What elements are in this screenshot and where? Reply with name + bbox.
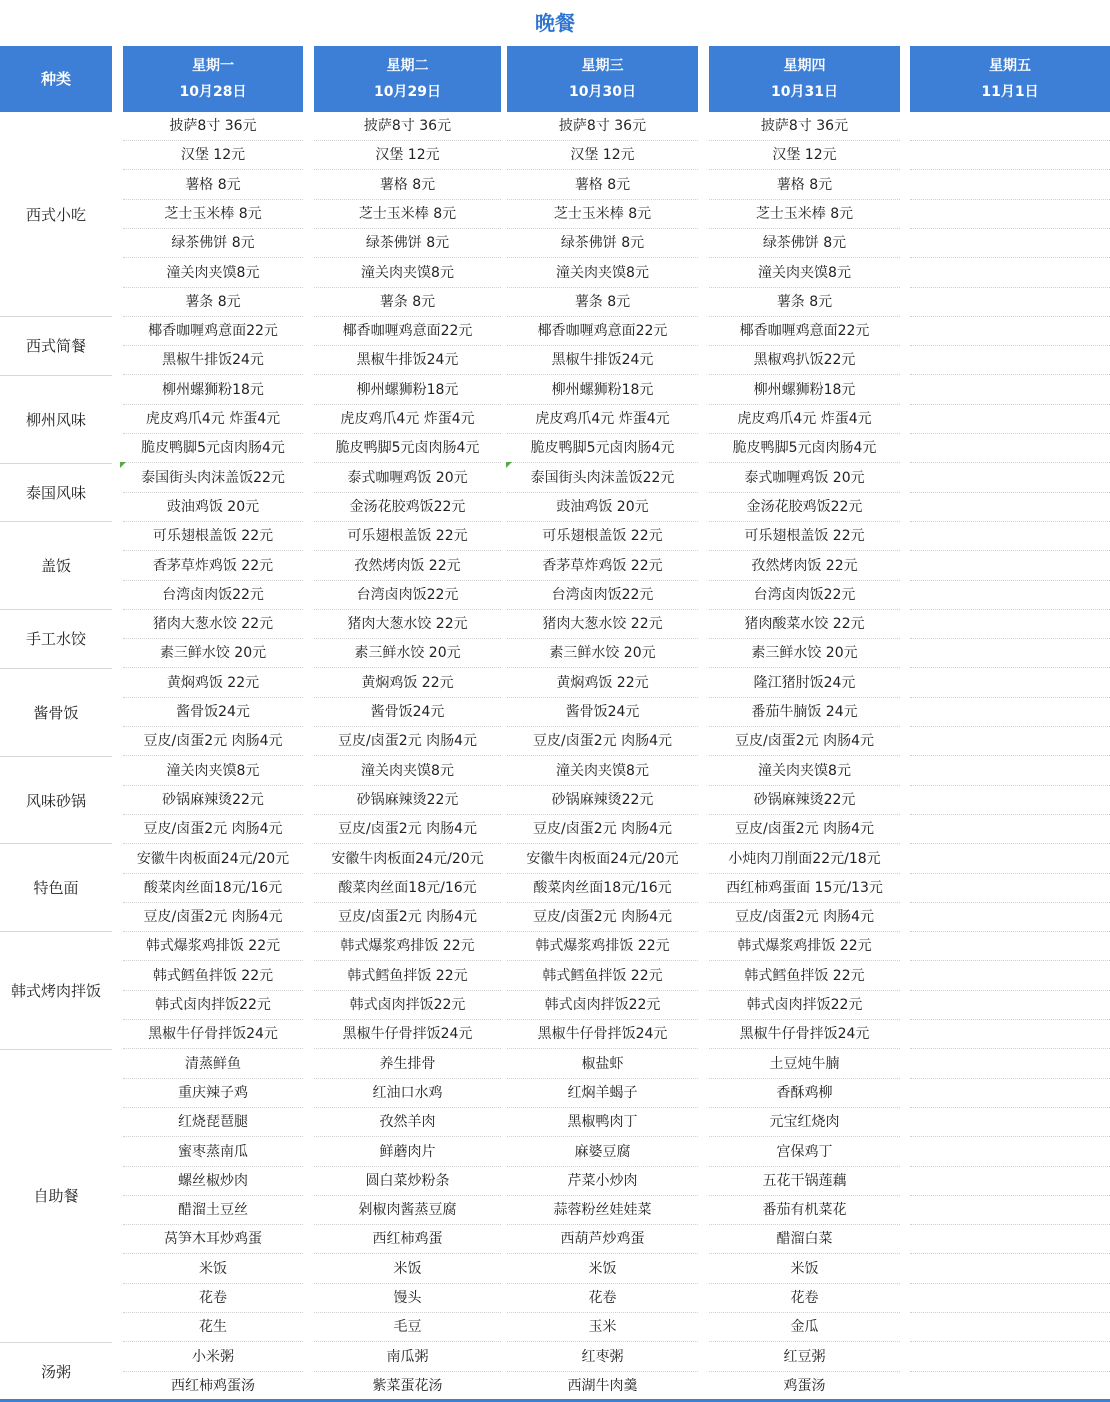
- menu-cell: 毛豆: [314, 1313, 501, 1342]
- menu-cell: 柳州螺狮粉18元: [709, 376, 900, 405]
- menu-cell: 薯格 8元: [507, 171, 698, 200]
- menu-cell: 薯格 8元: [709, 171, 900, 200]
- header-date: 10月30日: [569, 84, 636, 100]
- header-date: 10月31日: [771, 84, 838, 100]
- menu-cell-empty: [910, 786, 1110, 815]
- menu-cell: 薯格 8元: [314, 171, 501, 200]
- menu-cell: 披萨8寸 36元: [123, 112, 303, 141]
- menu-cell-empty: [910, 552, 1110, 581]
- menu-cell-empty: [910, 1108, 1110, 1137]
- menu-cell-empty: [910, 405, 1110, 434]
- menu-cell: 椰香咖喱鸡意面22元: [709, 317, 900, 346]
- menu-cell: 孜然羊肉: [314, 1108, 501, 1137]
- menu-cell-empty: [910, 698, 1110, 727]
- header-date: 10月28日: [179, 84, 247, 100]
- menu-cell: 花卷: [123, 1284, 303, 1313]
- menu-cell: 酱骨饭24元: [123, 698, 303, 727]
- menu-cell-empty: [910, 317, 1110, 346]
- menu-cell: 酱骨饭24元: [507, 698, 698, 727]
- category-label: 自助餐: [0, 1050, 112, 1343]
- category-label: 手工水饺: [0, 610, 112, 669]
- header-date: 10月29日: [374, 84, 441, 100]
- header-weekday: 星期三: [581, 58, 624, 74]
- menu-cell-empty: [910, 727, 1110, 756]
- menu-cell: 绿茶佛饼 8元: [709, 229, 900, 258]
- menu-cell: 韩式卤肉拌饭22元: [314, 991, 501, 1020]
- menu-cell: 黄焖鸡饭 22元: [314, 669, 501, 698]
- menu-cell: 椰香咖喱鸡意面22元: [123, 317, 303, 346]
- menu-cell: 西湖牛肉羹: [507, 1372, 698, 1401]
- menu-cell: 猪肉酸菜水饺 22元: [709, 610, 900, 639]
- menu-cell: 潼关肉夹馍8元: [507, 757, 698, 786]
- menu-cell: 虎皮鸡爪4元 炸蛋4元: [709, 405, 900, 434]
- menu-cell-empty: [910, 757, 1110, 786]
- menu-cell: 鲜蘑肉片: [314, 1138, 501, 1167]
- menu-cell-empty: [910, 903, 1110, 932]
- menu-cell-empty: [910, 1138, 1110, 1167]
- menu-cell: 韩式鳕鱼拌饭 22元: [123, 962, 303, 991]
- category-label: 盖饭: [0, 522, 112, 610]
- menu-cell: 芝士玉米棒 8元: [314, 200, 501, 229]
- menu-cell: 米饭: [507, 1255, 698, 1284]
- menu-cell: 醋溜土豆丝: [123, 1196, 303, 1225]
- menu-cell-empty: [910, 581, 1110, 610]
- menu-cell-empty: [910, 639, 1110, 668]
- menu-cell: 黑椒牛仔骨拌饭24元: [123, 1020, 303, 1049]
- menu-cell: 米饭: [123, 1255, 303, 1284]
- category-label: 柳州风味: [0, 376, 112, 464]
- menu-cell: 螺丝椒炒肉: [123, 1167, 303, 1196]
- menu-cell: 豆皮/卤蛋2元 肉肠4元: [314, 903, 501, 932]
- menu-cell-empty: [910, 1050, 1110, 1079]
- menu-cell: 脆皮鸭脚5元卤肉肠4元: [314, 434, 501, 463]
- menu-cell: 韩式卤肉拌饭22元: [709, 991, 900, 1020]
- menu-cell: 椒盐虾: [507, 1050, 698, 1079]
- menu-cell: 可乐翅根盖饭 22元: [314, 522, 501, 551]
- menu-cell: 汉堡 12元: [123, 141, 303, 170]
- menu-cell: 黑椒牛仔骨拌饭24元: [314, 1020, 501, 1049]
- menu-cell: 泰国街头肉沫盖饭22元: [507, 464, 698, 493]
- menu-cell: 虎皮鸡爪4元 炸蛋4元: [314, 405, 501, 434]
- header-category: 种类: [0, 46, 112, 112]
- menu-cell: 花卷: [709, 1284, 900, 1313]
- menu-cell: 酸菜肉丝面18元/16元: [314, 874, 501, 903]
- menu-cell: 小炖肉刀削面22元/18元: [709, 845, 900, 874]
- menu-cell: 黑椒牛排饭24元: [123, 346, 303, 375]
- menu-cell-empty: [910, 376, 1110, 405]
- menu-cell: 泰式咖喱鸡饭 20元: [709, 464, 900, 493]
- menu-cell: 薯条 8元: [709, 288, 900, 317]
- menu-cell: 台湾卤肉饭22元: [314, 581, 501, 610]
- menu-cell-empty: [910, 1284, 1110, 1313]
- menu-cell: 五花干锅莲藕: [709, 1167, 900, 1196]
- menu-cell: 酱骨饭24元: [314, 698, 501, 727]
- menu-cell: 潼关肉夹馍8元: [314, 259, 501, 288]
- menu-cell-empty: [910, 1079, 1110, 1108]
- category-label: 汤粥: [0, 1343, 112, 1402]
- menu-cell: 豆皮/卤蛋2元 肉肠4元: [123, 727, 303, 756]
- menu-cell: 西红柿鸡蛋汤: [123, 1372, 303, 1401]
- menu-cell: 花生: [123, 1313, 303, 1342]
- menu-cell-empty: [910, 522, 1110, 551]
- menu-cell: 红枣粥: [507, 1343, 698, 1372]
- menu-cell: 潼关肉夹馍8元: [123, 259, 303, 288]
- menu-cell: 豆皮/卤蛋2元 肉肠4元: [709, 903, 900, 932]
- menu-cell: 元宝红烧肉: [709, 1108, 900, 1137]
- menu-cell: 莴笋木耳炒鸡蛋: [123, 1225, 303, 1254]
- menu-cell-empty: [910, 288, 1110, 317]
- menu-cell: 椰香咖喱鸡意面22元: [507, 317, 698, 346]
- menu-cell: 鸡蛋汤: [709, 1372, 900, 1401]
- menu-cell: 酸菜肉丝面18元/16元: [507, 874, 698, 903]
- page-title: 晚餐: [535, 11, 575, 35]
- menu-cell: 潼关肉夹馍8元: [314, 757, 501, 786]
- menu-cell: 韩式鳕鱼拌饭 22元: [709, 962, 900, 991]
- menu-cell: 黑椒鸡扒饭22元: [709, 346, 900, 375]
- menu-cell: 素三鲜水饺 20元: [314, 639, 501, 668]
- menu-cell: 砂锅麻辣烫22元: [507, 786, 698, 815]
- menu-cell: 豆皮/卤蛋2元 肉肠4元: [709, 815, 900, 844]
- menu-cell: 韩式鳕鱼拌饭 22元: [507, 962, 698, 991]
- menu-cell: 金汤花胶鸡饭22元: [314, 493, 501, 522]
- menu-cell: 潼关肉夹馍8元: [709, 259, 900, 288]
- menu-cell-empty: [910, 669, 1110, 698]
- menu-cell-empty: [910, 962, 1110, 991]
- menu-cell: 番茄牛腩饭 24元: [709, 698, 900, 727]
- menu-cell: 金汤花胶鸡饭22元: [709, 493, 900, 522]
- menu-cell: 椰香咖喱鸡意面22元: [314, 317, 501, 346]
- category-label: 韩式烤肉拌饭: [0, 932, 112, 1049]
- menu-cell-empty: [910, 1196, 1110, 1225]
- menu-cell: 豆皮/卤蛋2元 肉肠4元: [314, 727, 501, 756]
- menu-cell: 玉米: [507, 1313, 698, 1342]
- menu-cell: 重庆辣子鸡: [123, 1079, 303, 1108]
- menu-cell: 土豆炖牛腩: [709, 1050, 900, 1079]
- menu-cell: 米饭: [709, 1255, 900, 1284]
- menu-cell: 西红柿鸡蛋: [314, 1225, 501, 1254]
- menu-cell-empty: [910, 434, 1110, 463]
- menu-cell: 柳州螺狮粉18元: [507, 376, 698, 405]
- menu-cell: 南瓜粥: [314, 1343, 501, 1372]
- header-day-3: [507, 46, 698, 112]
- header-day-2: [314, 46, 501, 112]
- menu-cell: 汉堡 12元: [709, 141, 900, 170]
- menu-cell: 安徽牛肉板面24元/20元: [314, 845, 501, 874]
- menu-cell: 蒜蓉粉丝娃娃菜: [507, 1196, 698, 1225]
- menu-cell: 虎皮鸡爪4元 炸蛋4元: [123, 405, 303, 434]
- menu-cell: 孜然烤肉饭 22元: [709, 552, 900, 581]
- menu-cell: 孜然烤肉饭 22元: [314, 552, 501, 581]
- menu-cell: 金瓜: [709, 1313, 900, 1342]
- menu-cell: 豆皮/卤蛋2元 肉肠4元: [123, 903, 303, 932]
- menu-cell: 猪肉大葱水饺 22元: [123, 610, 303, 639]
- menu-cell-empty: [910, 259, 1110, 288]
- menu-cell: 馒头: [314, 1284, 501, 1313]
- menu-cell: 安徽牛肉板面24元/20元: [507, 845, 698, 874]
- category-label: 泰国风味: [0, 464, 112, 523]
- menu-cell: 剁椒肉酱蒸豆腐: [314, 1196, 501, 1225]
- menu-cell: 披萨8寸 36元: [709, 112, 900, 141]
- category-label: 西式小吃: [0, 112, 112, 317]
- menu-cell: 柳州螺狮粉18元: [314, 376, 501, 405]
- menu-cell: 可乐翅根盖饭 22元: [507, 522, 698, 551]
- menu-cell-empty: [910, 1167, 1110, 1196]
- category-label: 酱骨饭: [0, 669, 112, 757]
- menu-cell-empty: [910, 1343, 1110, 1372]
- menu-cell: 香酥鸡柳: [709, 1079, 900, 1108]
- menu-cell: 番茄有机菜花: [709, 1196, 900, 1225]
- menu-cell: 蜜枣蒸南瓜: [123, 1138, 303, 1167]
- menu-cell: 黑椒牛排饭24元: [507, 346, 698, 375]
- menu-cell: 紫菜蛋花汤: [314, 1372, 501, 1401]
- menu-cell: 韩式爆浆鸡排饭 22元: [123, 932, 303, 961]
- menu-cell: 潼关肉夹馍8元: [123, 757, 303, 786]
- menu-cell: 绿茶佛饼 8元: [314, 229, 501, 258]
- menu-cell-empty: [910, 610, 1110, 639]
- menu-cell: 豆皮/卤蛋2元 肉肠4元: [709, 727, 900, 756]
- menu-cell-empty: [910, 200, 1110, 229]
- menu-cell-empty: [910, 464, 1110, 493]
- menu-cell: 豆皮/卤蛋2元 肉肠4元: [314, 815, 501, 844]
- menu-cell: 豉油鸡饭 20元: [123, 493, 303, 522]
- menu-cell: 酸菜肉丝面18元/16元: [123, 874, 303, 903]
- menu-cell: 猪肉大葱水饺 22元: [314, 610, 501, 639]
- menu-cell: 红焖羊蝎子: [507, 1079, 698, 1108]
- menu-cell: 黄焖鸡饭 22元: [507, 669, 698, 698]
- menu-cell-empty: [910, 874, 1110, 903]
- menu-cell: 红豆粥: [709, 1343, 900, 1372]
- menu-cell-empty: [910, 1225, 1110, 1254]
- menu-cell: 韩式爆浆鸡排饭 22元: [507, 932, 698, 961]
- comment-marker: [120, 462, 126, 468]
- menu-cell: 豉油鸡饭 20元: [507, 493, 698, 522]
- category-label: 西式简餐: [0, 317, 112, 376]
- header-day-4: [709, 46, 900, 112]
- header-weekday: 星期五: [989, 58, 1031, 74]
- menu-cell: 芝士玉米棒 8元: [507, 200, 698, 229]
- menu-cell: 豆皮/卤蛋2元 肉肠4元: [507, 815, 698, 844]
- menu-cell: 韩式卤肉拌饭22元: [507, 991, 698, 1020]
- menu-cell: 红油口水鸡: [314, 1079, 501, 1108]
- menu-cell: 砂锅麻辣烫22元: [709, 786, 900, 815]
- menu-cell: 圆白菜炒粉条: [314, 1167, 501, 1196]
- menu-cell: 猪肉大葱水饺 22元: [507, 610, 698, 639]
- menu-cell: 黑椒牛排饭24元: [314, 346, 501, 375]
- menu-cell: 汉堡 12元: [507, 141, 698, 170]
- menu-cell: 台湾卤肉饭22元: [123, 581, 303, 610]
- menu-cell: 脆皮鸭脚5元卤肉肠4元: [507, 434, 698, 463]
- menu-cell-empty: [910, 1372, 1110, 1401]
- menu-cell-empty: [910, 171, 1110, 200]
- menu-cell: 虎皮鸡爪4元 炸蛋4元: [507, 405, 698, 434]
- menu-cell: 砂锅麻辣烫22元: [123, 786, 303, 815]
- category-label: 特色面: [0, 845, 112, 933]
- menu-cell: 米饭: [314, 1255, 501, 1284]
- menu-cell: 泰国街头肉沫盖饭22元: [123, 464, 303, 493]
- menu-cell: 脆皮鸭脚5元卤肉肠4元: [123, 434, 303, 463]
- menu-cell: 小米粥: [123, 1343, 303, 1372]
- menu-cell: 绿茶佛饼 8元: [123, 229, 303, 258]
- category-label: 风味砂锅: [0, 757, 112, 845]
- menu-cell: 披萨8寸 36元: [507, 112, 698, 141]
- menu-cell: 潼关肉夹馍8元: [507, 259, 698, 288]
- menu-cell: 素三鲜水饺 20元: [123, 639, 303, 668]
- header-weekday: 星期四: [783, 58, 826, 74]
- menu-cell: 脆皮鸭脚5元卤肉肠4元: [709, 434, 900, 463]
- menu-cell: 隆江猪肘饭24元: [709, 669, 900, 698]
- menu-cell-empty: [910, 493, 1110, 522]
- menu-cell: 黄焖鸡饭 22元: [123, 669, 303, 698]
- menu-cell: 汉堡 12元: [314, 141, 501, 170]
- menu-cell: 芹菜小炒肉: [507, 1167, 698, 1196]
- menu-cell-empty: [910, 932, 1110, 961]
- header-weekday: 星期二: [386, 58, 429, 74]
- menu-cell: 薯条 8元: [507, 288, 698, 317]
- menu-cell: 韩式爆浆鸡排饭 22元: [314, 932, 501, 961]
- menu-cell-empty: [910, 141, 1110, 170]
- menu-cell: 麻婆豆腐: [507, 1138, 698, 1167]
- menu-cell-empty: [910, 1020, 1110, 1049]
- menu-cell: 可乐翅根盖饭 22元: [709, 522, 900, 551]
- menu-cell: 台湾卤肉饭22元: [709, 581, 900, 610]
- menu-cell: 养生排骨: [314, 1050, 501, 1079]
- menu-cell: 西葫芦炒鸡蛋: [507, 1225, 698, 1254]
- menu-cell: 薯条 8元: [314, 288, 501, 317]
- menu-cell: 豆皮/卤蛋2元 肉肠4元: [507, 903, 698, 932]
- menu-cell: 安徽牛肉板面24元/20元: [123, 845, 303, 874]
- menu-cell: 韩式鳕鱼拌饭 22元: [314, 962, 501, 991]
- menu-cell: 披萨8寸 36元: [314, 112, 501, 141]
- menu-cell-empty: [910, 845, 1110, 874]
- menu-cell: 黑椒牛仔骨拌饭24元: [507, 1020, 698, 1049]
- menu-cell: 黑椒鸭肉丁: [507, 1108, 698, 1137]
- menu-cell: 醋溜白菜: [709, 1225, 900, 1254]
- menu-cell: 西红柿鸡蛋面 15元/13元: [709, 874, 900, 903]
- header-day-1: [123, 46, 303, 112]
- menu-cell: 韩式卤肉拌饭22元: [123, 991, 303, 1020]
- menu-cell-empty: [910, 346, 1110, 375]
- menu-cell: 宫保鸡丁: [709, 1138, 900, 1167]
- menu-cell: 豆皮/卤蛋2元 肉肠4元: [507, 727, 698, 756]
- header-day-5: [910, 46, 1110, 112]
- menu-cell: 花卷: [507, 1284, 698, 1313]
- menu-cell: 砂锅麻辣烫22元: [314, 786, 501, 815]
- menu-cell-empty: [910, 1313, 1110, 1342]
- menu-cell: 潼关肉夹馍8元: [709, 757, 900, 786]
- menu-cell: 泰式咖喱鸡饭 20元: [314, 464, 501, 493]
- menu-cell: 柳州螺狮粉18元: [123, 376, 303, 405]
- menu-cell: 红烧琵琶腿: [123, 1108, 303, 1137]
- menu-cell: 薯条 8元: [123, 288, 303, 317]
- menu-cell: 芝士玉米棒 8元: [123, 200, 303, 229]
- menu-cell: 素三鲜水饺 20元: [507, 639, 698, 668]
- menu-cell-empty: [910, 112, 1110, 141]
- menu-cell: 韩式爆浆鸡排饭 22元: [709, 932, 900, 961]
- menu-cell: 清蒸鲜鱼: [123, 1050, 303, 1079]
- menu-cell: 香茅草炸鸡饭 22元: [123, 552, 303, 581]
- menu-cell-empty: [910, 1255, 1110, 1284]
- menu-cell-empty: [910, 991, 1110, 1020]
- menu-cell: 台湾卤肉饭22元: [507, 581, 698, 610]
- menu-cell-empty: [910, 815, 1110, 844]
- menu-cell: 豆皮/卤蛋2元 肉肠4元: [123, 815, 303, 844]
- comment-marker: [506, 462, 512, 468]
- menu-cell: 绿茶佛饼 8元: [507, 229, 698, 258]
- menu-cell: 香茅草炸鸡饭 22元: [507, 552, 698, 581]
- header-weekday: 星期一: [192, 58, 234, 74]
- menu-cell: 芝士玉米棒 8元: [709, 200, 900, 229]
- menu-cell: 薯格 8元: [123, 171, 303, 200]
- header-date: 11月1日: [981, 84, 1039, 100]
- menu-cell: 素三鲜水饺 20元: [709, 639, 900, 668]
- menu-cell: 黑椒牛仔骨拌饭24元: [709, 1020, 900, 1049]
- menu-cell-empty: [910, 229, 1110, 258]
- menu-cell: 可乐翅根盖饭 22元: [123, 522, 303, 551]
